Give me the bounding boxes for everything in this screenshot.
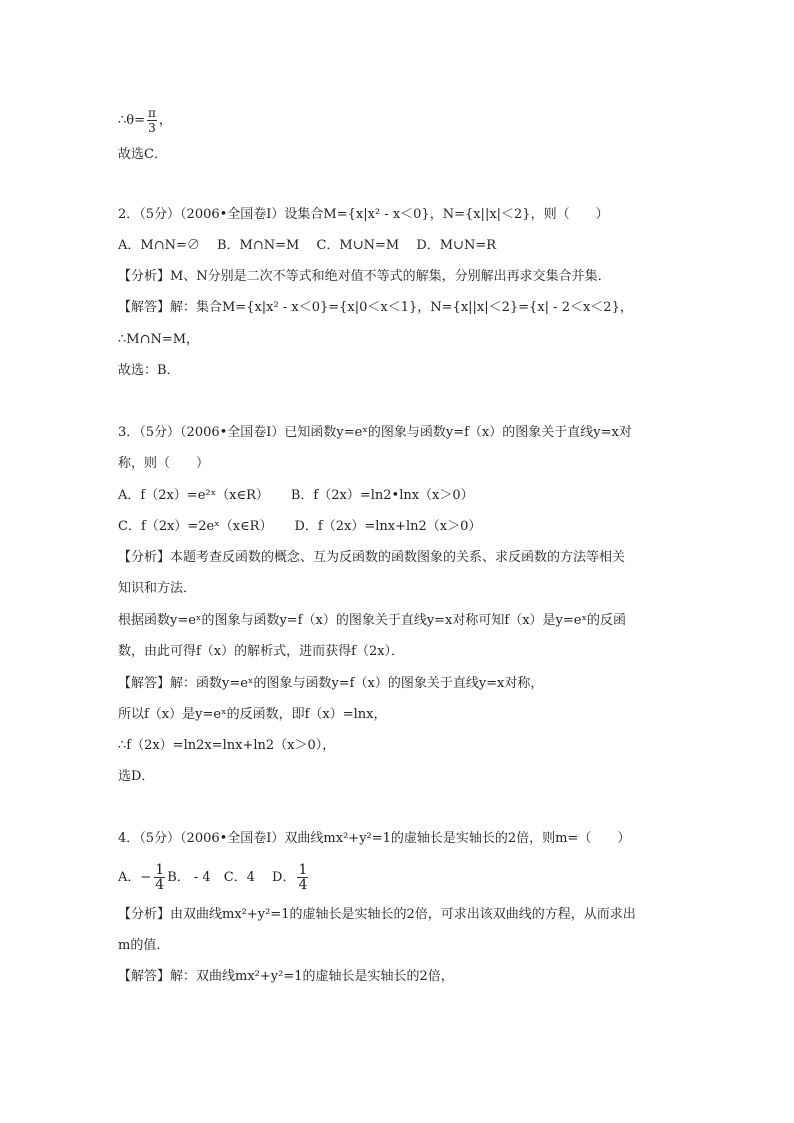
q4-option-a-label: A．: [118, 870, 141, 885]
q1-theta-prefix: ∴θ=: [118, 113, 145, 128]
q3-stem-line-1: 3．（5分）（2006•全国卷Ⅰ）已知函数y=eˣ的图象与函数y=f（x）的图象关于直线y=x对: [118, 425, 632, 440]
q3-option-d: D．f（2x）=lnx+ln2（x＞0）: [294, 519, 482, 534]
q1-theta-suffix: ，: [158, 113, 172, 128]
q3-analysis-line-2: 知识和方法．: [118, 581, 197, 596]
q3-options-row-1: [118, 487, 474, 505]
q4-stem: 4．（5分）（2006•全国卷Ⅰ）双曲线mx²+y²=1的虚轴长是实轴长的2倍，则m=（ ）: [118, 831, 631, 846]
q4-option-d-numerator: 1: [298, 862, 308, 878]
q3-analysis-line-1: 【分析】本题考查反函数的概念、互为反函数的函数图象的关系、求反函数的方法等相关: [118, 550, 626, 565]
q3-option-b: B．f（2x）=ln2•lnx（x＞0）: [290, 488, 474, 503]
q1-theta-denominator: 3: [148, 121, 156, 135]
q4-analysis-line-2: m的值．: [118, 938, 170, 953]
q4-option-d-denominator: 4: [298, 877, 308, 893]
q4-option-a-denominator: 4: [155, 877, 165, 893]
q2-answer: 故选：B．: [118, 363, 180, 378]
q4-option-a-numerator: 1: [155, 862, 165, 878]
q3-option-c: C．f（2x）=2eˣ（x∈R）: [118, 519, 273, 534]
q3-solution-line-3: ∴f（2x）=ln2x=lnx+ln2（x＞0），: [118, 738, 336, 753]
q1-theta-line: [118, 106, 172, 135]
q1-theta-fraction: [147, 106, 157, 135]
q2-analysis: 【分析】M、N分别是二次不等式和绝对值不等式的解集，分别解出再求交集合并集．: [118, 269, 611, 284]
q2-step: ∴M∩N=M，: [118, 332, 200, 347]
q3-options-row-2: [118, 518, 481, 536]
q3-stem-line-2: 称，则（ ）: [118, 456, 210, 471]
q1-theta-numerator: π: [148, 106, 156, 120]
q4-option-a-fraction: [154, 863, 165, 892]
q3-answer: 选D．: [118, 769, 155, 784]
q3-solution-line-1: 【解答】解：函数y=eˣ的图象与函数y=f（x）的图象关于直线y=x对称，: [118, 676, 544, 691]
q4-option-a-sign: −: [140, 870, 152, 885]
q2-options: A．M∩N=∅ B．M∩N=M C．M∪N=M D．M∪N=R: [118, 238, 497, 253]
q4-option-d-fraction: [297, 863, 308, 892]
q3-option-a: A．f（2x）=e²ˣ（x∈R）: [118, 488, 269, 503]
q3-solution-line-2: 所以f（x）是y=eˣ的反函数，即f（x）=lnx，: [118, 707, 387, 722]
q3-analysis-line-4: 数，由此可得f（x）的解析式，进而获得f（2x）．: [118, 644, 405, 659]
q2-stem: 2．（5分）（2006•全国卷Ⅰ）设集合M={x|x² - x＜0}，N={x||x|＜2}，则（ ）: [118, 207, 609, 222]
q4-options-bc: B． - 4 C．4 D．: [167, 870, 296, 885]
q4-analysis-line-1: 【分析】由双曲线mx²+y²=1的虚轴长是实轴长的2倍，可求出该双曲线的方程，从而求出: [118, 907, 636, 922]
q3-analysis-line-3: 根据函数y=eˣ的图象与函数y=f（x）的图象关于直线y=x对称可知f（x）是y=eˣ的反函: [118, 613, 626, 628]
q2-solution: 【解答】解：集合M={x|x² - x＜0}={x|0＜x＜1}，N={x||x|＜2}={x| - 2＜x＜2}，: [118, 300, 633, 315]
q1-answer: 故选C．: [118, 147, 167, 162]
q4-solution-line-1: 【解答】解：双曲线mx²+y²=1的虚轴长是实轴长的2倍，: [118, 969, 454, 984]
q4-options: [118, 862, 310, 894]
